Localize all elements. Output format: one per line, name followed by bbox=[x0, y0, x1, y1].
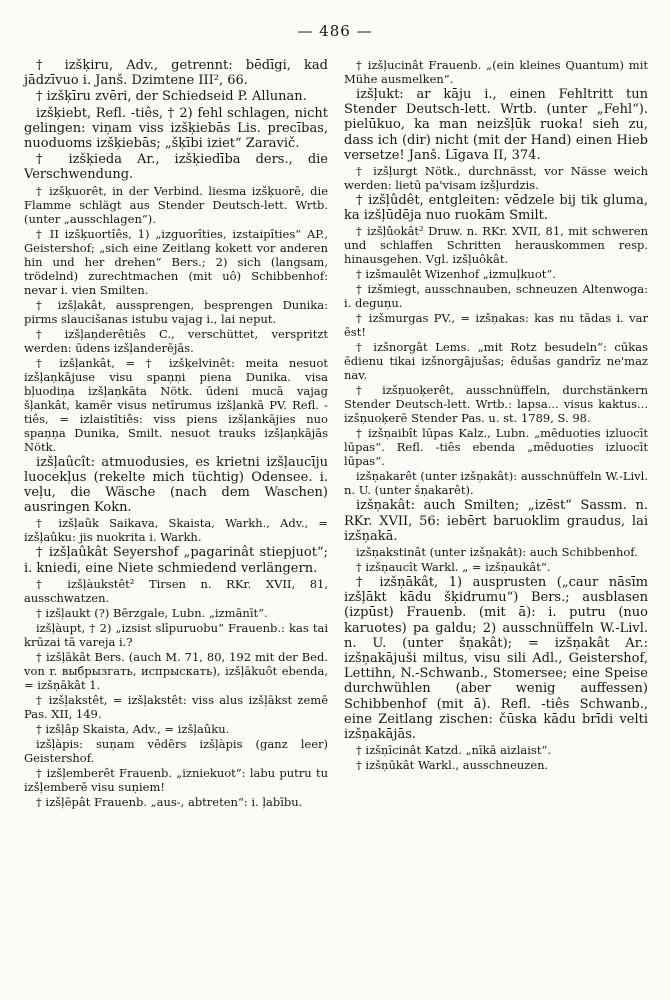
dictionary-entry: † izšmurgas PV., = izšņakas: kas nu tādas i. var ēst! bbox=[344, 311, 648, 340]
dictionary-entry: † izšļurgt Nötk., durchnässt, vor Nässe weich werden: lietū pa'visam izšļurdzis. bbox=[344, 164, 648, 193]
dictionary-entry: † izšņūkât Warkl., ausschneuzen. bbox=[356, 758, 549, 773]
dictionary-entry: † izšķuorêt, in der Verbind. liesma izšķuorē, die Flamme schlägt aus Stender Deutsch-lett. Wrtb. (unter „ausschlagen“). bbox=[24, 183, 328, 226]
dictionary-entry: † izšķieda Ar., izšķiedība ders., die Verschwendung. bbox=[24, 152, 328, 183]
dictionary-entry: † izšļûdêt, entgleiten: vēdzele bij tik gluma, ka izšļūdēja nuo ruokām Smilt. bbox=[344, 193, 648, 224]
dictionary-entry: † izšļakstêt, = izšļakstêt: viss alus izšļākst zemē Pas. XII, 149. bbox=[24, 692, 328, 721]
dictionary-entry: † izšmaulêt Wizenhof „izmuļkuot“. bbox=[356, 267, 556, 282]
dictionary-entry: † izšļaukt (?) Bērzgale, Lubn. „izmānīt“. bbox=[36, 605, 268, 620]
right-column bbox=[344, 58, 648, 773]
dictionary-entry: izšļukt: ar kāju i., einen Fehltritt tun Stender Deutsch-lett. Wrtb. (unter „Fehl“). pielūkuo, ka man neizšļūk ruoka! sieh zu, dass ich (dir) nicht (mit der Hand) einen Hieb versetze! Janš. Līgava II, 374. bbox=[344, 87, 648, 163]
dictionary-entry: izšņakarêt (unter izšņakât): ausschnüffeln W.-Livl. n. U. (unter šņakarêt). bbox=[344, 469, 648, 498]
dictionary-entry: izšļaûcît: atmuodusies, es krietni izšļaucīju luocekļus (rekelte mich tüchtig) Odensee. i. veļu, die Wäsche (nach dem Waschen) ausringen Kokn. bbox=[24, 454, 328, 516]
dictionary-entry: izšļàpis: suņam vēdērs izšļàpis (ganz leer) Geistershof. bbox=[24, 736, 328, 765]
dictionary-entry: † izšļâp Skaista, Adv., = izšļaûku. bbox=[36, 721, 230, 736]
dictionary-entry: † izšļaûkât Seyershof „pagarinât stiepjuot“; i. kniedi, eine Niete schmiedend verlängern. bbox=[24, 545, 328, 576]
dictionary-entry: † II izšķuortîês, 1) „izguorîties, izstaipîties“ AP., Geistershof; „sich eine Zeitlang kokett vor anderen hin und her drehen“ Bers.; 2) sich (langsam, trödelnd) zurechtmachen (mit uô) Schibbenhof: nevar i. vien Smilten. bbox=[24, 226, 328, 297]
dictionary-entry: † izšņākât, 1) ausprusten („caur nāsīm izšļākt kādu šķidrumu“) Bers.; ausblasen (izpūst) Frauenb. (mit ā): i. putru (nuo karuotes) pa galdu; 2) ausschnüffeln W.-Livl. n. U. (unter šņakât); = izšņakât Ar.: izšņakājuši miltus, visu sili Adl., Geistershof, Lettihn, N.-Schwanb., Stomersee; eine Speise durchwühlen (aber wenig auffessen) Schibbenhof (mit ā). Refl. -tiês Schwanb., eine Zeitlang zischen: čūska kādu brīdi velti izšņakājās. bbox=[344, 575, 648, 743]
dictionary-entry: † izšļaņderêtiês C., verschüttet, verspritzt werden: ūdens izšļanderējās. bbox=[24, 326, 328, 355]
dictionary-entry: † izšķīru zvēri, der Schiedseid P. Allunan. bbox=[36, 89, 307, 105]
dictionary-entry: izšļàupt, † 2) „izsist slīpuruobu“ Frauenb.: kas tai krūzai tā vareja i.? bbox=[24, 620, 328, 649]
dictionary-entry: † izšņaibît lūpas Kalz., Lubn. „mēduoties izluocīt lūpas“. Refl. -tiês ebenda „mēduoties izluocīt lūpas“. bbox=[344, 426, 648, 469]
page-number: — 486 — bbox=[297, 22, 373, 40]
dictionary-entry: izšņakstinât (unter izšņakât): auch Schibbenhof. bbox=[356, 545, 638, 560]
dictionary-entry: izšņakât: auch Smilten; „izēst“ Sassm. n. RKr. XVII, 56: iebērt baruoklim graudus, lai izšņakā. bbox=[344, 498, 648, 544]
dictionary-entry: † izšļakât, aussprengen, besprengen Dunika: pirms slaucišanas istubu vajag i., lai neput. bbox=[24, 297, 328, 326]
dictionary-entry: † izšļankât, = † izšķelvinêt: meita nesuot izšļaņkājuse visu spaņņi piena Dunika. visa bļuodiņa izšļaņkāta Nötk. ūdeni mucā vajag šļankât, kamēr visus netīrumus izšļankā PV. Refl. -tiês, = izlaistîtiês: viss piens izšļankājies nuo spaņņa Dunika, Smilt. nesuot trauks izšļaņkājās Nötk. bbox=[24, 355, 328, 454]
dictionary-entry: † izšļûokât² Druw. n. RKr. XVII, 81, mit schweren und schlaffen Schritten herauskommen resp. hinausgehen. Vgl. izšļuôkât. bbox=[344, 224, 648, 267]
dictionary-entry: † izšķiru, Adv., getrennt: bēdīgi, kad jādzīvuo i. Janš. Dzimtene III², 66. bbox=[24, 58, 328, 89]
dictionary-entry: † izšņīcinât Katzd. „nīkā aizlaist“. bbox=[356, 743, 551, 758]
dictionary-entry: † izšļākât Bers. (auch M. 71, 80, 192 mit der Bed. von r. выбрызгать, испрыскать), izšļākuôt ebenda, = izšņākât 1. bbox=[24, 649, 328, 692]
dictionary-entry: izšķiebt, Refl. -tiês, † 2) fehl schlagen, nicht gelingen: viņam viss izšķiebās Lis. precības, nuoduoms izšķiebās; „šķībi iziet“ Zaravič. bbox=[24, 105, 328, 152]
dictionary-entry: † izšņuoķerêt, ausschnüffeln, durchstänkern Stender Deutsch-lett. Wrtb.: lapsa... visus kaktus... izšņuoķerē Stender Pas. u. st. 1789, S. 98. bbox=[344, 383, 648, 426]
dictionary-entry: † izšmiegt, ausschnauben, schneuzen Altenwoga: i. deguņu. bbox=[344, 282, 648, 311]
dictionary-entry: † izšļucinât Frauenb. „(ein kleines Quantum) mit Mühe ausmelken“. bbox=[344, 58, 648, 86]
dictionary-entry: † izšnorgât Lems. „mit Rotz besudeln“: cūkas ēdienu tikai izšnorgājušas; ēdušas gandrīz ne'maz nav. bbox=[344, 340, 648, 383]
dictionary-entry: † izšļemberêt Frauenb. „izniekuot“: labu putru tu izšļemberē visu suņiem! bbox=[24, 765, 328, 794]
left-column bbox=[24, 58, 328, 810]
dictionary-entry: † izšļēpât Frauenb. „aus-, abtreten“: i. ļabību. bbox=[36, 794, 303, 809]
dictionary-entry: † izšņaucît Warkl. „ = izšņaukât“. bbox=[356, 560, 551, 575]
dictionary-entry: † izšļàukstêt² Tirsen n. RKr. XVII, 81, ausschwatzen. bbox=[24, 576, 328, 605]
dictionary-entry: † izšļaûk Saikava, Skaista, Warkh., Adv., = izšļaûku: jis nuokrita i. Warkh. bbox=[24, 516, 328, 545]
